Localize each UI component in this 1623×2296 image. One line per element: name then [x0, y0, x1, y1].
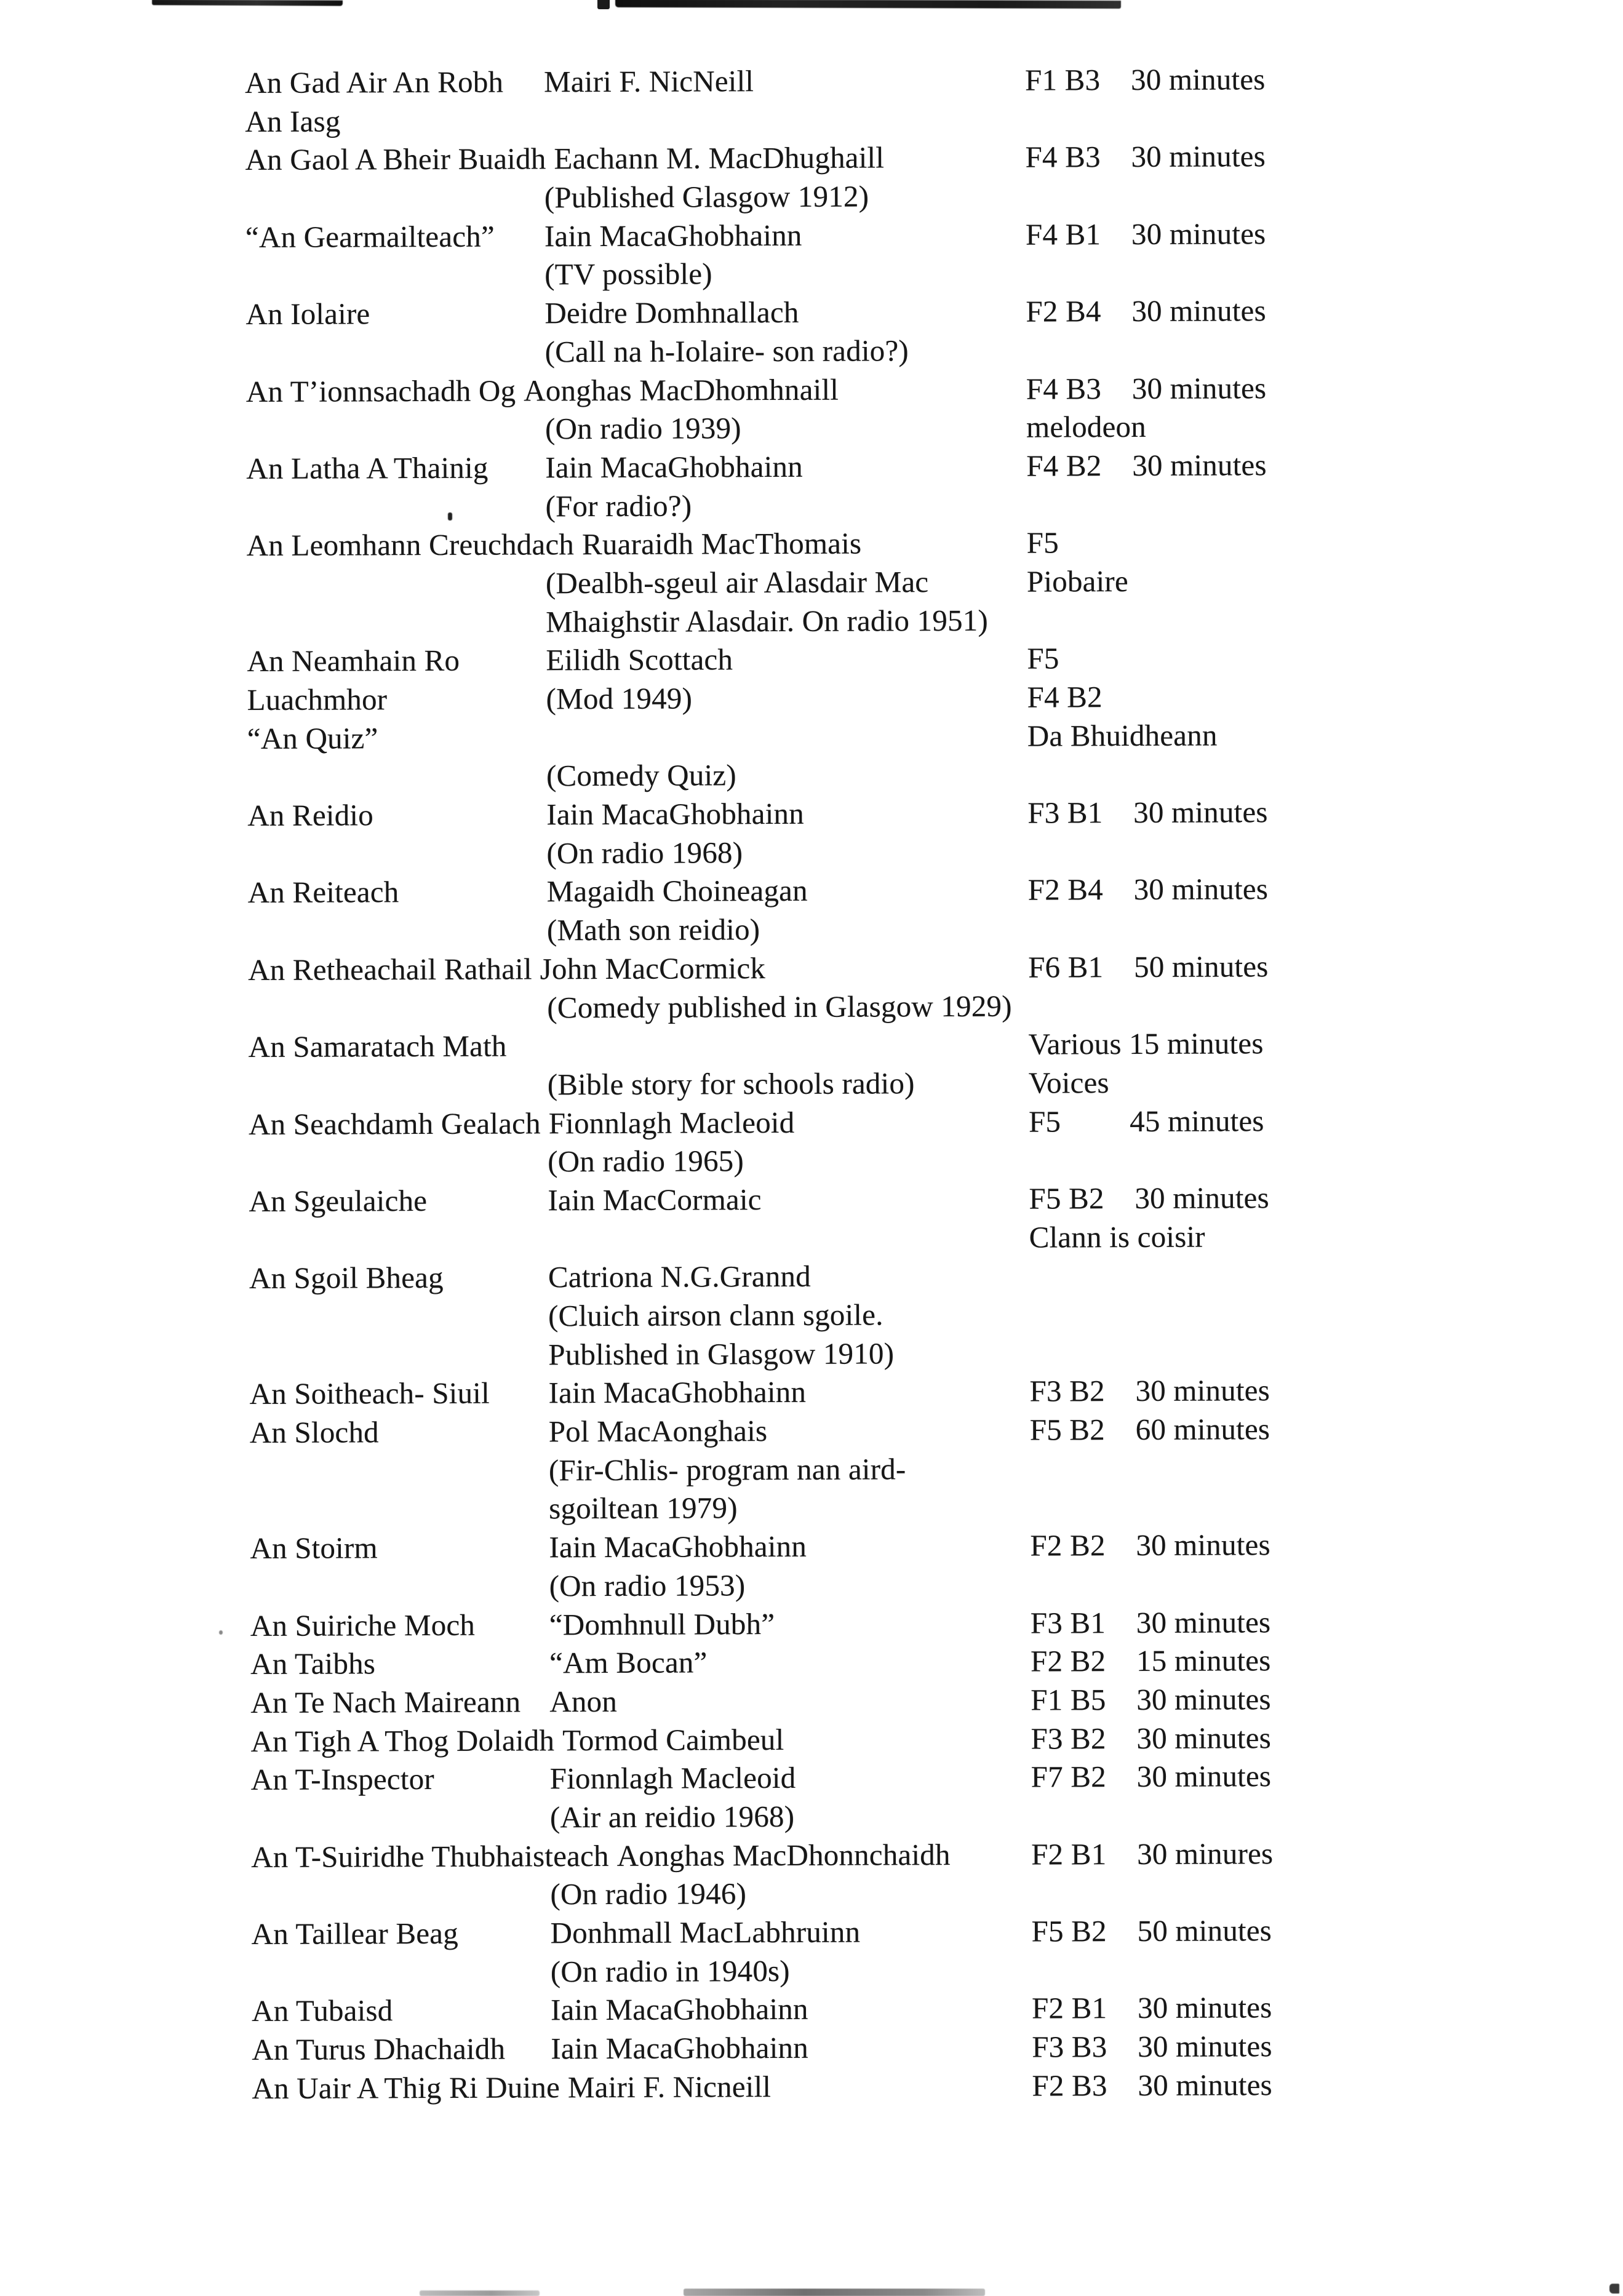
author-cell: Iain MacaGhobhainn — [551, 2030, 808, 2066]
typed-list — [245, 60, 1513, 2108]
author-cell: (Comedy Quiz) — [546, 758, 736, 793]
code-cell: F4 B2 — [1027, 680, 1103, 714]
code-cell: F3 B2 30 minutes — [1029, 1373, 1270, 1408]
list-row — [245, 137, 1506, 180]
author-cell: Aonghas MacDhonnchaidh — [616, 1837, 951, 1873]
title-cell: An Seachdamh Gealach — [248, 1106, 541, 1141]
author-cell: Eachann M. MacDhughaill — [554, 140, 885, 176]
code-cell: Piobaire — [1026, 564, 1128, 599]
title-cell: An T’ionnsachadh Og — [245, 373, 516, 409]
title-cell: An Soitheach- Siuil — [249, 1376, 490, 1411]
author-cell: “Am Bocan” — [549, 1645, 708, 1680]
code-cell: F5 B2 50 minutes — [1031, 1913, 1272, 1948]
list-row — [250, 1718, 1512, 1761]
title-cell: An Turus Dhachaidh — [252, 2031, 506, 2067]
scan-smudge-top-right — [615, 0, 1121, 9]
code-cell: F4 B3 30 minutes — [1025, 139, 1266, 174]
code-cell: F6 B1 50 minutes — [1028, 949, 1269, 984]
list-row — [245, 214, 1507, 257]
list-row — [247, 561, 1508, 604]
list-row — [247, 716, 1509, 759]
author-cell: (Math son reidio) — [546, 912, 760, 947]
author-cell: (Comedy published in Glasgow 1929) — [547, 989, 1012, 1024]
title-cell: An Gaol A Bheir Buaidh — [245, 142, 546, 177]
author-cell: (Cluich airson clann sgoile. — [548, 1297, 883, 1333]
scan-smudge-bottom-right — [684, 2289, 985, 2296]
title-cell: An Te Nach Maireann — [250, 1684, 521, 1720]
author-cell: Iain MacaGhobhainn — [546, 796, 804, 832]
code-cell: F2 B2 15 minutes — [1030, 1643, 1271, 1678]
list-row — [249, 1216, 1510, 1259]
author-cell: Deidre Domhnallach — [544, 295, 799, 330]
author-cell: (On radio 1939) — [544, 411, 741, 446]
list-row — [248, 985, 1509, 1028]
title-cell: An Samaratach Math — [248, 1029, 507, 1064]
author-cell: Eilidh Scottach — [546, 642, 733, 677]
list-row — [249, 1333, 1510, 1376]
scan-speck-bottom-corner — [1609, 2284, 1619, 2294]
title-cell: “An Quiz” — [247, 720, 378, 755]
author-cell: “Domhnull Dubh” — [549, 1606, 775, 1641]
list-row — [246, 330, 1507, 373]
code-cell: F5 — [1026, 525, 1059, 560]
code-cell: F1 B5 30 minutes — [1031, 1682, 1271, 1717]
code-cell: F2 B4 30 minutes — [1026, 293, 1266, 329]
author-cell: (On radio 1953) — [549, 1568, 746, 1603]
author-cell: (Air an reidio 1968) — [549, 1799, 795, 1835]
author-cell: Pol MacAonghais — [548, 1414, 768, 1449]
author-cell: Magaidh Choineagan — [546, 874, 808, 909]
list-row — [250, 1448, 1511, 1491]
author-cell: Published in Glasgow 1910) — [548, 1336, 895, 1371]
title-cell: An Reiteach — [247, 875, 399, 910]
author-cell: Donhmall MacLabhruinn — [550, 1915, 861, 1950]
list-row — [246, 484, 1507, 527]
code-cell: F2 B2 30 minutes — [1030, 1528, 1270, 1563]
author-cell: Iain MacaGhobhainn — [544, 218, 802, 253]
author-cell: (On radio 1965) — [548, 1144, 744, 1179]
author-cell: (On radio 1968) — [546, 835, 743, 871]
list-row — [248, 869, 1509, 912]
code-cell: F1 B3 30 minutes — [1025, 62, 1266, 97]
author-cell: (Dealbh-sgeul air Alasdair Mac — [545, 565, 929, 600]
title-cell: An Neamhain Ro — [247, 644, 460, 679]
list-row — [245, 98, 1506, 142]
author-cell: (Mod 1949) — [546, 681, 693, 716]
code-cell: F3 B1 30 minutes — [1027, 795, 1268, 830]
title-cell: An Iolaire — [245, 297, 370, 332]
code-cell: F3 B1 30 minutes — [1030, 1604, 1271, 1640]
code-cell: Voices — [1028, 1065, 1109, 1100]
author-cell: (Bible story for schools radio) — [547, 1066, 915, 1102]
list-row — [247, 599, 1508, 642]
author-cell: Anon — [549, 1684, 618, 1719]
author-cell: Iain MacaGhobhainn — [549, 1529, 807, 1565]
author-cell: (On radio 1946) — [550, 1876, 747, 1911]
code-cell: F5 B2 60 minutes — [1029, 1412, 1270, 1447]
list-row — [251, 1795, 1512, 1838]
list-row — [249, 1371, 1510, 1414]
list-row — [248, 1024, 1509, 1067]
list-row — [252, 1911, 1513, 1954]
author-cell: Tormod Caimbeul — [562, 1722, 784, 1757]
title-cell: An Taibhs — [250, 1646, 376, 1681]
list-row — [250, 1680, 1512, 1723]
author-cell: John MacCormick — [540, 951, 766, 986]
title-cell: An Leomhann Creuchdach — [246, 527, 575, 563]
title-cell: An Stoirm — [250, 1531, 378, 1566]
title-cell: Luachmhor — [247, 682, 388, 717]
list-row — [251, 1833, 1512, 1876]
code-cell: melodeon — [1026, 410, 1146, 444]
author-cell: Iain MacaGhobhainn — [545, 449, 803, 485]
list-row — [246, 445, 1507, 488]
author-cell: Fionnlagh Macleoid — [548, 1105, 795, 1140]
list-row — [246, 368, 1507, 411]
title-cell: An Gad Air An Robh — [245, 65, 504, 100]
list-row — [248, 947, 1509, 990]
author-cell: (For radio?) — [545, 488, 692, 523]
list-row — [247, 792, 1509, 835]
stray-ink-speck — [219, 1630, 223, 1635]
code-cell: F3 B2 30 minutes — [1031, 1720, 1272, 1756]
scan-smudge-bottom-left — [420, 2290, 540, 2296]
title-cell: An T-Suiridhe Thubhaisteach — [251, 1838, 609, 1874]
list-row — [245, 60, 1506, 103]
title-cell: An Tubaisd — [251, 1993, 393, 2028]
title-cell: An Sgoil Bheag — [249, 1261, 444, 1296]
code-cell: Clann is coisir — [1029, 1219, 1205, 1254]
author-cell: sgoiltean 1979) — [549, 1491, 738, 1526]
list-row — [250, 1641, 1512, 1684]
list-row — [246, 407, 1507, 450]
title-cell: An Latha A Thainig — [246, 450, 488, 485]
scan-smudge-top-left — [152, 0, 343, 6]
code-cell: F5 — [1027, 641, 1059, 676]
author-cell: Mairi F. Nicneill — [567, 2069, 772, 2104]
code-cell: F2 B1 30 minures — [1031, 1836, 1274, 1871]
list-row — [252, 2027, 1513, 2070]
list-row — [247, 677, 1509, 720]
author-cell: (Published Glasgow 1912) — [544, 179, 869, 215]
author-cell: (Call na h-Iolaire- son radio?) — [544, 333, 909, 369]
author-cell: Iain MacCormaic — [548, 1182, 762, 1218]
author-cell: (TV possible) — [544, 257, 712, 292]
title-cell: An Tigh A Thog Dolaidh — [250, 1723, 555, 1758]
list-row — [245, 175, 1507, 218]
title-cell: An T-Inspector — [250, 1762, 434, 1797]
title-cell: “An Gearmailteach” — [245, 219, 495, 254]
list-row — [249, 1062, 1510, 1106]
code-cell: F7 B2 30 minutes — [1031, 1759, 1272, 1794]
list-row — [248, 908, 1509, 951]
title-cell: An Sgeulaiche — [249, 1183, 428, 1218]
list-row — [252, 2065, 1513, 2108]
author-cell: Iain MacaGhobhainn — [548, 1375, 807, 1410]
author-cell: Ruaraidh MacThomais — [581, 526, 862, 562]
list-row — [250, 1409, 1511, 1453]
author-cell: Catriona N.G.Grannd — [548, 1259, 811, 1294]
code-cell: F5 45 minutes — [1028, 1103, 1264, 1139]
author-cell: Mairi F. NicNeill — [544, 64, 754, 99]
author-cell: (Fir-Chlis- program nan aird- — [548, 1452, 906, 1488]
list-row — [247, 754, 1509, 797]
list-row — [247, 638, 1508, 681]
code-cell: F4 B1 30 minutes — [1025, 216, 1266, 252]
list-row — [252, 1988, 1513, 2031]
code-cell: F4 B2 30 minutes — [1026, 448, 1267, 483]
list-row — [247, 831, 1509, 874]
list-row — [250, 1564, 1512, 1607]
author-cell: (On radio in 1940s) — [550, 1953, 790, 1988]
list-row — [245, 291, 1507, 334]
code-cell: F5 B2 30 minutes — [1029, 1181, 1269, 1216]
list-row — [251, 1872, 1512, 1915]
list-row — [249, 1139, 1510, 1182]
list-row — [249, 1294, 1510, 1337]
title-cell: An Reidio — [247, 798, 373, 833]
author-cell: Iain MacaGhobhainn — [550, 1992, 808, 2027]
code-cell: Da Bhuidheann — [1027, 718, 1218, 753]
title-cell: An Iasg — [245, 104, 341, 138]
list-row — [249, 1255, 1510, 1298]
list-row — [249, 1178, 1510, 1221]
list-row — [250, 1602, 1512, 1645]
code-cell: Various 15 minutes — [1028, 1026, 1264, 1061]
list-row — [247, 522, 1508, 565]
scan-smudge-top-tick — [597, 0, 610, 9]
author-cell: Fionnlagh Macleoid — [549, 1761, 796, 1796]
title-cell: An Uair A Thig Ri Duine — [252, 2070, 560, 2105]
title-cell: An Retheachail Rathail — [248, 952, 532, 987]
list-row — [250, 1486, 1511, 1529]
code-cell: F3 B3 30 minutes — [1032, 2029, 1272, 2064]
author-cell: Aonghas MacDhomhnaill — [524, 372, 839, 407]
list-row — [251, 1756, 1512, 1800]
title-cell: An Suiriche Moch — [250, 1608, 476, 1643]
code-cell: F4 B3 30 minutes — [1026, 370, 1267, 406]
code-cell: F2 B3 30 minutes — [1032, 2067, 1272, 2103]
title-cell: An Slochd — [249, 1415, 379, 1450]
list-row — [245, 252, 1507, 295]
code-cell: F2 B1 30 minutes — [1031, 1990, 1272, 2025]
list-row — [249, 1101, 1510, 1144]
code-cell: F2 B4 30 minutes — [1027, 872, 1269, 907]
list-row — [252, 1950, 1513, 1993]
list-row — [250, 1525, 1511, 1568]
title-cell: An Taillear Beag — [251, 1916, 459, 1951]
author-cell: Mhaighstir Alasdair. On radio 1951) — [546, 603, 989, 639]
